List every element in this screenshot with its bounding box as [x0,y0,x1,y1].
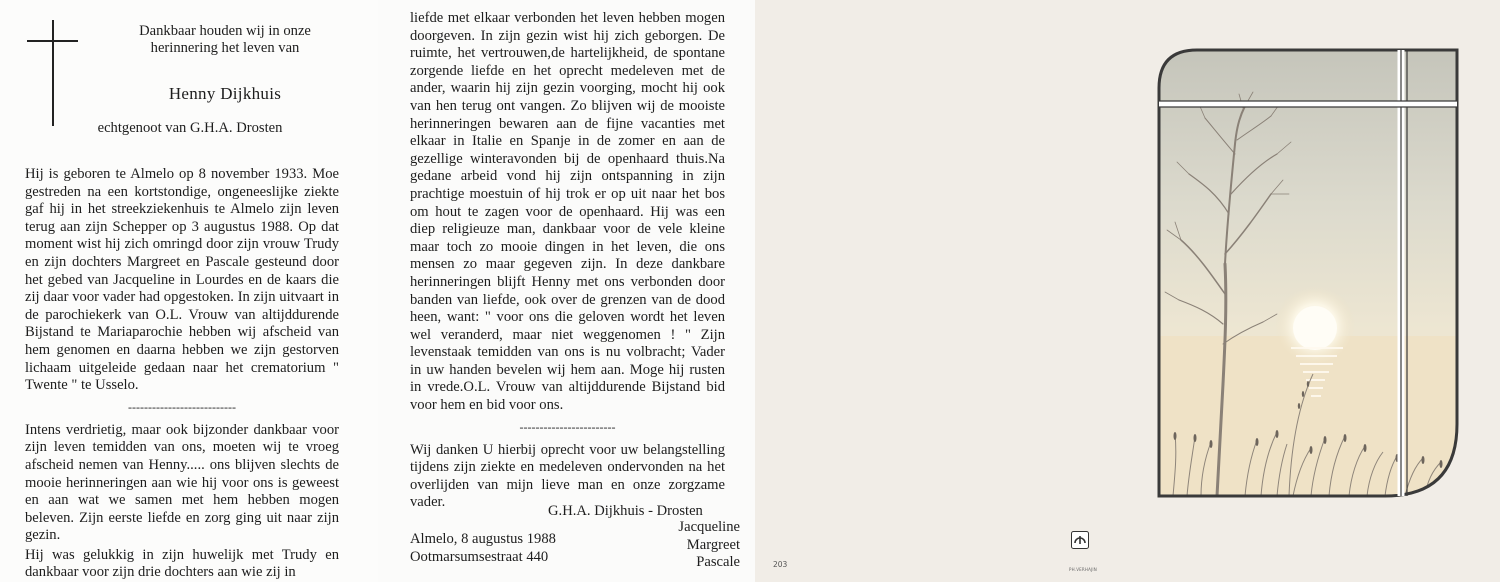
daughters-list [678,519,740,572]
left-page [0,0,378,582]
deceased-name: Henny Dijkhuis [168,84,282,103]
place-date: Almelo, 8 augustus 1988 [410,531,556,547]
printer-logo-icon [1071,531,1089,549]
separator-line: --------------------------- [128,399,236,414]
memorial-text [410,10,725,512]
cross-icon-bar [27,40,78,42]
place-and-address [410,531,556,566]
separator-line: ------------------------ [519,419,616,434]
biography-paragraph-2: Intens verdrietig, maar ook bijzonder dankbaar voor zijn leven temidden van ons, moeten wij te vroeg afscheid nemen van Henny..... ons blijven slechts de mooie herinneringen aan wie hij voor ons is geweest en aan wat we samen met hem hebben mogen beleven. Zijn eerste liefde en zorg ging uit naar zijn gezin. [25,421,339,544]
intro-text [95,23,355,57]
biography-paragraph-3: Hij was gelukkig in zijn huwelijk met Trudy en dankbaar voor zijn drie dochters aan wie zij in [25,546,339,581]
signature-name: G.H.A. Dijkhuis - Drosten [548,503,703,519]
window-tree-sunset-illustration [1153,44,1465,508]
illustration-svg [1153,44,1465,504]
printer-name: PH.VERHAJIN [1069,567,1097,572]
daughter-name: Jacqueline [678,519,740,535]
address: Ootmarsumsestraat 440 [410,548,549,565]
intro-line-1: Dankbaar houden wij in onze [139,23,311,39]
daughter-name: Pascale [696,554,740,570]
card-front [755,0,1500,582]
card-number: 203 [773,560,788,569]
thanks-paragraph: Wij danken U hierbij oprecht voor uw belangstelling tijdens zijn ziekte en medeleven ondervonden na het overlijden van mijn lieve man en onze zorgzame vader. [410,441,725,511]
biography-paragraph-1: Hij is geboren te Almelo op 8 november 1933. Moe gestreden na een kortstondige, ongeneeslijke ziekte gaf hij in het streekziekenhuis te Almelo zijn leven terug aan zijn Schepper op 3 augustus 1988. Op dat moment wist hij zich omringd door zijn vrouw Trudy en zijn dochters Margreet en Pascale gesteund door het gebed van Jacqueline in Lourdes en de kaars die zij daar voor vader had opgestoken. In zijn uitvaart in de parochiekerk van O.L. Vrouw van altijddurende Bijstand te Mariaparochie hebben wij afscheid van hem genomen en daarna hebben we zijn gestorven lichaam uitgeleide gedaan naar het crematorium " Twente " te Usselo. [25,166,339,394]
daughter-name: Margreet [686,536,740,553]
cross-icon [52,20,54,126]
biography-text [25,166,339,582]
spouse-line: echtgenoot van G.H.A. Drosten [97,120,283,136]
memorial-paragraph-1: liefde met elkaar verbonden het leven hebben mogen doorgeven. In zijn gezin wist hij zich geborgen. De ruimte, het vertrouwen,de hartelijkheid, de spontane zorgende liefde en het oprecht medeleven met de ander, waarin hij zijn gezin voorging, mocht hij ook van hen terug ont vangen. Zo blijven wij de mooiste herinneringen bewaren aan de fijne vacanties met elkaar in Italie en Spanje in de zomer en aan de gezellige winteravonden bij de openhaard thuis.Na gedane arbeid vond hij zijn ontspanning in zijn prachtige moestuin of hij trok er op uit naar het bos om hout te zagen voor de openhaard. Hij was een diep religieuze man, dankbaar voor de vele kleine maar toch zo mooie dingen in het leven, die ons mensen zo maar gegeven zijn. In deze dankbare herinneringen blijft Henny met ons verbonden door banden van liefde, ook over de grenzen van de dood heen, want: " voor ons die geloven wordt het leven wel veranderd, maar niet weggenomen ! " Zijn levenstaak temidden van ons is nu volbracht; Vader in uw handen bevelen wij hem aan. Moge hij rusten in vrede.O.L. Vrouw van altijddurende Bijstand bid voor hem en bid voor ons. [410,10,725,414]
middle-page [378,0,755,582]
intro-line-2: herinnering het leven van [150,40,300,56]
